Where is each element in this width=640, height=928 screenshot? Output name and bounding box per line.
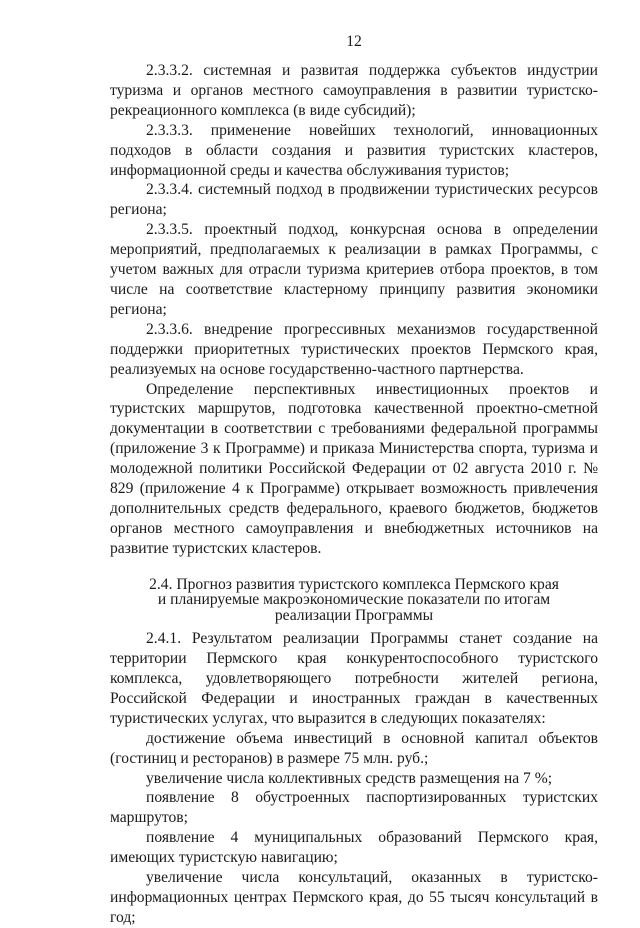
indicator-routes: появление 8 обустроенных паспортизированных туристских маршрутов; [110,789,598,827]
section-heading-line-2: и планируемые макроэкономические показатели по итогам [157,591,551,609]
paragraph-2-3-3-4: 2.3.3.4. системный подход в продвижении туристических ресурсов региона; [110,181,598,219]
paragraph-2-3-3-6: 2.3.3.6. внедрение прогрессивных механизмов государственной поддержки приоритетных туристических проектов Пермского края, реализуемых на основе государственно-частного партнерства. [110,320,598,378]
section-heading-2-4 [110,577,598,624]
section-heading-line-1: 2.4. Прогноз развития туристского комплекса Пермского края [149,575,559,593]
paragraph-2-3-3-5: 2.3.3.5. проектный подход, конкурсная основа в определении мероприятий, предполагаемых к реализации в рамках Программы, с учетом важных для отрасли туризма критериев отбора проектов, в том числе на соответствие кластерному принципу развития экономики региона; [110,221,598,318]
indicator-navigation: появление 4 муниципальных образований Пермского края, имеющих туристскую навигацию; [110,829,598,867]
indicator-investment: достижение объема инвестиций в основной капитал объектов (гостиниц и ресторанов) в размере 75 млн. руб.; [110,729,598,767]
indicator-accommodation: увеличение числа коллективных средств размещения на 7 %; [146,769,553,787]
paragraph-2-3-3-3: 2.3.3.3. применение новейших технологий, инновационных подходов в области создания и развития туристских кластеров, информационной среды и качества обслуживания туристов; [110,121,598,179]
page-number: 12 [346,33,362,50]
indicator-consultations: увеличение числа консультаций, оказанных в туристско-информационных центрах Пермского края, до 55 тысяч консультаций в год; [110,869,598,926]
paragraph-investment-projects: Определение перспективных инвестиционных проектов и туристских маршрутов, подготовка качественной проектно-сметной документации в соответствии с требованиями федеральной программы (приложение 3 к Программе) и приказа Министерства спорта, туризма и молодежной политики Российской Федерации от 02 августа 2010 г. № 829 (приложение 4 к Программе) открывает возможность привлечения дополнительных средств федерального, краевого бюджетов, бюджетов органов местного самоуправления и внебюджетных источников на развитие туристских кластеров. [110,380,598,557]
section-heading-line-3: реализации Программы [274,606,434,624]
paragraph-2-3-3-2: 2.3.3.2. системная и развитая поддержка субъектов индустрии туризма и органов местного самоуправления в развитии туристско-рекреационного комплекса (в виде субсидий); [110,62,598,119]
paragraph-2-4-1: 2.4.1. Результатом реализации Программы станет создание на территории Пермского края конкурентоспособного туристского комплекса, удовлетворяющего потребности жителей региона, Российской Федерации и иностранных граждан в качественных туристических услугах, что выразится в следующих показателях: [110,630,598,727]
